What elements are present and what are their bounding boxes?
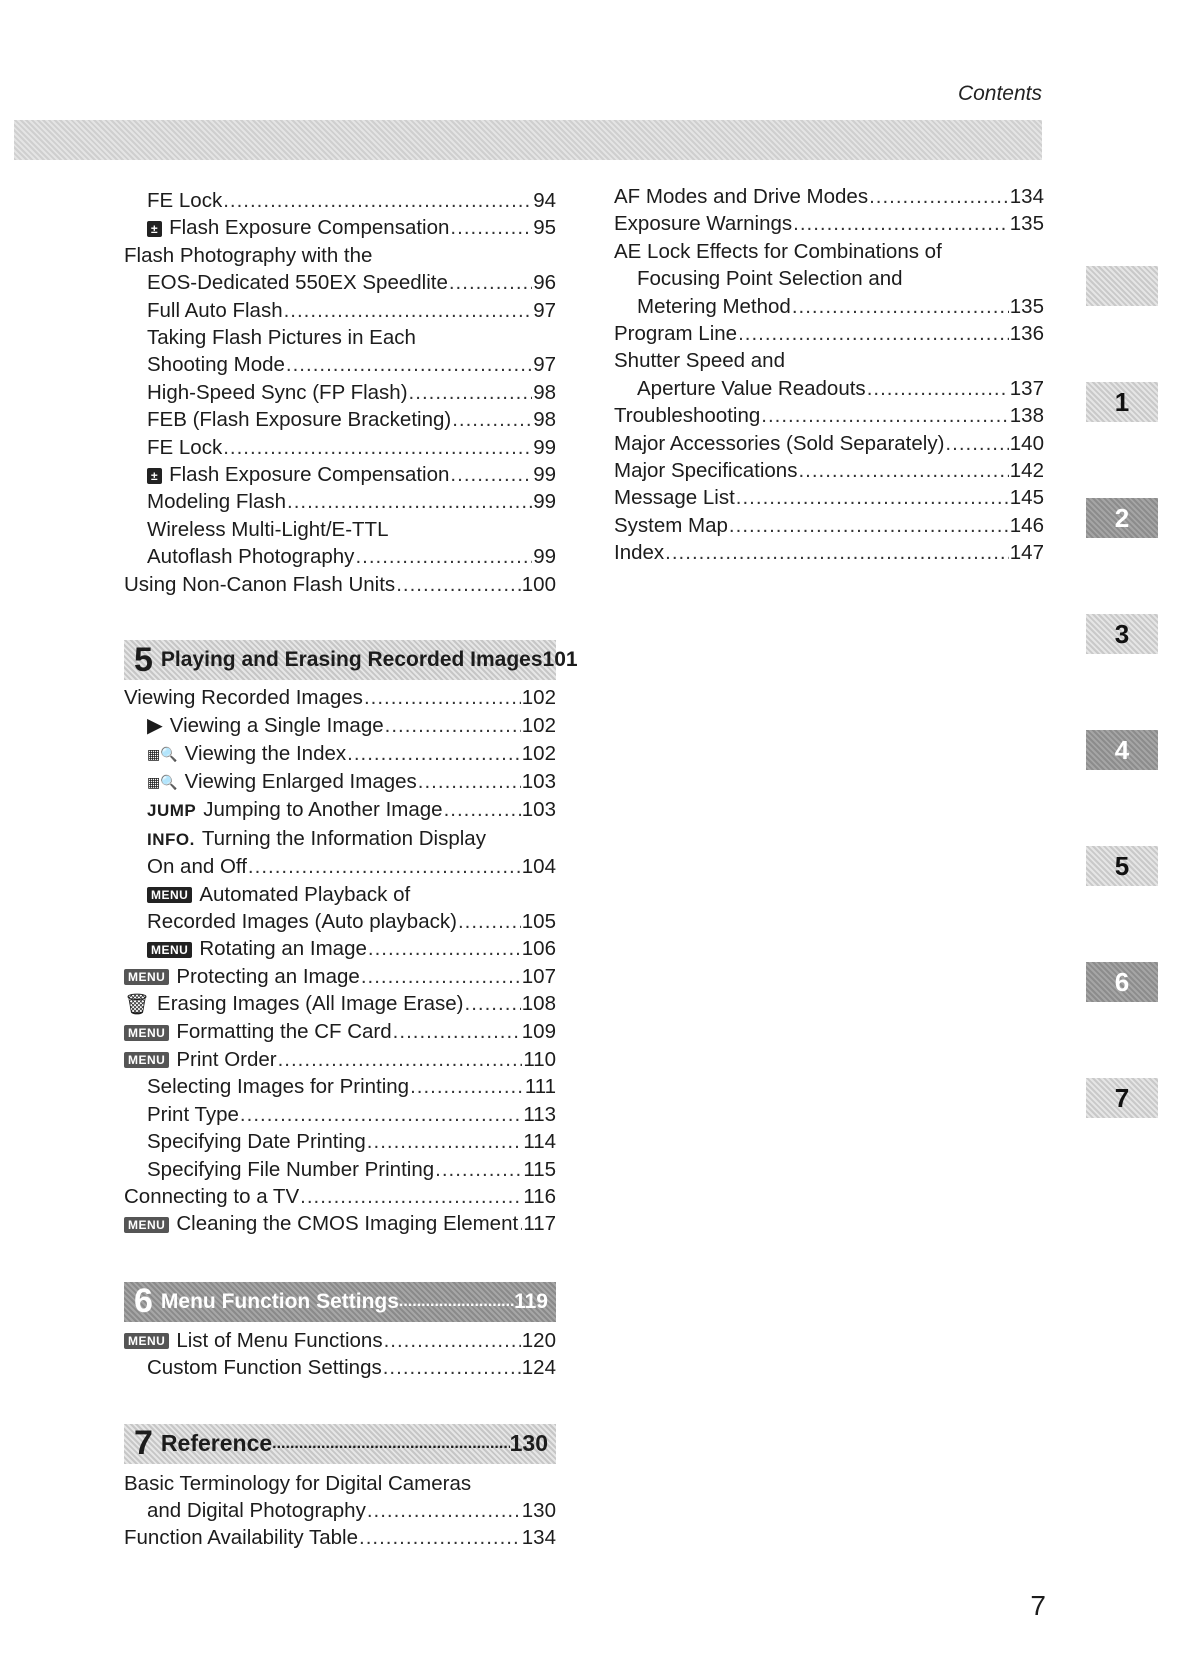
toc-entry[interactable]: and Digital Photography ..... 130 bbox=[124, 1497, 556, 1524]
page-number: 7 bbox=[1030, 1590, 1046, 1621]
toc-entry[interactable]: Program Line ..... 136 bbox=[614, 320, 1044, 347]
toc-entry[interactable]: MENU Print Order ..... 110 bbox=[124, 1046, 556, 1073]
toc-entry[interactable]: Full Auto Flash ..... 97 bbox=[124, 297, 556, 324]
toc-entry[interactable]: Message List ..... 145 bbox=[614, 484, 1044, 511]
section-6-heading[interactable]: 6 Menu Function Settings ..... 119 bbox=[124, 1282, 556, 1322]
toc-entry[interactable]: Selecting Images for Printing ..... 111 bbox=[124, 1073, 556, 1100]
toc-entry[interactable]: Using Non-Canon Flash Units ..... 100 bbox=[124, 571, 556, 598]
contents-right-column bbox=[614, 183, 1044, 567]
toc-entry[interactable]: Specifying Date Printing ..... 114 bbox=[124, 1128, 556, 1155]
toc-entry[interactable]: Shutter Speed and bbox=[614, 349, 785, 373]
toc-entry[interactable]: Viewing Recorded Images ..... 102 bbox=[124, 684, 556, 711]
chapter-tab-6[interactable]: 6 bbox=[1086, 962, 1158, 1002]
index-magnify-icon: ▦🔍 bbox=[147, 745, 178, 762]
toc-entry[interactable]: High-Speed Sync (FP Flash) ..... 98 bbox=[124, 379, 556, 406]
toc-entry[interactable]: EOS-Dedicated 550EX Speedlite ..... 96 bbox=[124, 269, 556, 296]
toc-entry[interactable]: ▦🔍 Viewing the Index ..... 102 bbox=[124, 740, 556, 768]
toc-entry[interactable]: MENU Protecting an Image ..... 107 bbox=[124, 963, 556, 990]
flash-exposure-comp-icon: ± bbox=[147, 221, 162, 237]
toc-entry[interactable]: AE Lock Effects for Combinations of bbox=[614, 239, 942, 263]
toc-entry[interactable]: Aperture Value Readouts ..... 137 bbox=[614, 375, 1044, 402]
index-magnify-icon: ▦🔍 bbox=[147, 773, 178, 790]
toc-entry[interactable]: MENU Automated Playback of bbox=[124, 881, 556, 908]
contents-left-column bbox=[124, 187, 578, 1552]
toc-entry[interactable]: Troubleshooting ..... 138 bbox=[614, 402, 1044, 429]
toc-entry[interactable]: Modeling Flash ..... 99 bbox=[124, 488, 556, 515]
toc-entry[interactable]: Print Type ..... 113 bbox=[124, 1101, 556, 1128]
toc-entry[interactable]: Connecting to a TV ..... 116 bbox=[124, 1183, 556, 1210]
toc-entry[interactable]: Exposure Warnings ..... 135 bbox=[614, 210, 1044, 237]
chapter-tab-3[interactable]: 3 bbox=[1086, 614, 1158, 654]
header-band bbox=[14, 120, 1042, 160]
toc-entry[interactable]: Recorded Images (Auto playback) ..... 105 bbox=[124, 908, 556, 935]
toc-entry[interactable]: FEB (Flash Exposure Bracketing) ..... 98 bbox=[124, 406, 556, 433]
toc-entry[interactable]: JUMP Jumping to Another Image ..... 103 bbox=[124, 796, 556, 824]
toc-entry[interactable]: Focusing Point Selection and bbox=[637, 267, 903, 291]
chapter-tab-2[interactable]: 2 bbox=[1086, 498, 1158, 538]
menu-icon: MENU bbox=[124, 1333, 169, 1349]
section-7-heading[interactable]: 7 Reference ..... 130 bbox=[124, 1424, 556, 1464]
toc-entry[interactable]: Metering Method ..... 135 bbox=[614, 293, 1044, 320]
menu-icon: MENU bbox=[147, 942, 192, 958]
toc-entry[interactable]: Major Accessories (Sold Separately) ..... 140 bbox=[614, 430, 1044, 457]
chapter-tab-4[interactable]: 4 bbox=[1086, 730, 1158, 770]
toc-entry[interactable]: Custom Function Settings ..... 124 bbox=[124, 1354, 556, 1381]
chapter-tab-1[interactable]: 1 bbox=[1086, 382, 1158, 422]
toc-entry[interactable]: FE Lock ..... 99 bbox=[124, 434, 556, 461]
toc-entry[interactable]: ± Flash Exposure Compensation ..... 99 bbox=[124, 461, 556, 488]
toc-entry[interactable]: ▦🔍 Viewing Enlarged Images ..... 103 bbox=[124, 768, 556, 796]
toc-entry[interactable]: FE Lock ..... 94 bbox=[124, 187, 556, 214]
section-5-heading[interactable]: 5 Playing and Erasing Recorded Images 101 bbox=[124, 640, 556, 680]
toc-entry[interactable]: INFO. Turning the Information Display bbox=[147, 826, 486, 850]
chapter-tab-7[interactable]: 7 bbox=[1086, 1078, 1158, 1118]
menu-icon: MENU bbox=[124, 1052, 169, 1068]
menu-icon: MENU bbox=[147, 887, 192, 903]
toc-entry[interactable]: Wireless Multi-Light/E-TTL bbox=[147, 517, 389, 541]
toc-entry[interactable]: Taking Flash Pictures in Each bbox=[147, 326, 416, 350]
toc-entry[interactable]: Basic Terminology for Digital Cameras bbox=[124, 1471, 472, 1495]
toc-entry[interactable]: MENU Formatting the CF Card ..... 109 bbox=[124, 1018, 556, 1045]
toc-entry[interactable]: ▶ Viewing a Single Image ..... 102 bbox=[124, 712, 556, 740]
toc-entry[interactable]: System Map ..... 146 bbox=[614, 512, 1044, 539]
toc-entry[interactable]: MENU List of Menu Functions ..... 120 bbox=[124, 1327, 556, 1354]
toc-entry[interactable]: Shooting Mode ..... 97 bbox=[124, 351, 556, 378]
toc-entry[interactable]: Specifying File Number Printing ..... 115 bbox=[124, 1156, 556, 1183]
menu-icon: MENU bbox=[124, 1217, 169, 1233]
toc-entry[interactable]: Index ..... 147 bbox=[614, 539, 1044, 566]
chapter-tab-5[interactable]: 5 bbox=[1086, 846, 1158, 886]
toc-entry[interactable]: Flash Photography with the bbox=[124, 243, 373, 267]
toc-entry[interactable]: MENU Rotating an Image ..... 106 bbox=[124, 935, 556, 962]
trash-icon: 🗑 bbox=[124, 993, 151, 1017]
running-header: Contents bbox=[957, 82, 1042, 105]
toc-entry[interactable]: ± Flash Exposure Compensation ..... 95 bbox=[124, 214, 556, 241]
toc-entry[interactable]: Function Availability Table ..... 134 bbox=[124, 1524, 556, 1551]
chapter-tab-intro[interactable] bbox=[1086, 266, 1158, 306]
toc-entry[interactable]: MENU Cleaning the CMOS Imaging Element ..... 117 bbox=[124, 1210, 556, 1237]
menu-icon: MENU bbox=[124, 1025, 169, 1041]
toc-entry[interactable]: On and Off ..... 104 bbox=[124, 853, 556, 880]
playback-icon: ▶ bbox=[147, 714, 163, 738]
toc-entry[interactable]: AF Modes and Drive Modes ..... 134 bbox=[614, 183, 1044, 210]
toc-entry[interactable]: Autoflash Photography ..... 99 bbox=[124, 543, 556, 570]
menu-icon: MENU bbox=[124, 969, 169, 985]
toc-entry[interactable]: Major Specifications ..... 142 bbox=[614, 457, 1044, 484]
flash-exposure-comp-icon: ± bbox=[147, 468, 162, 484]
toc-entry[interactable]: 🗑 Erasing Images (All Image Erase) ..... 108 bbox=[124, 990, 556, 1018]
